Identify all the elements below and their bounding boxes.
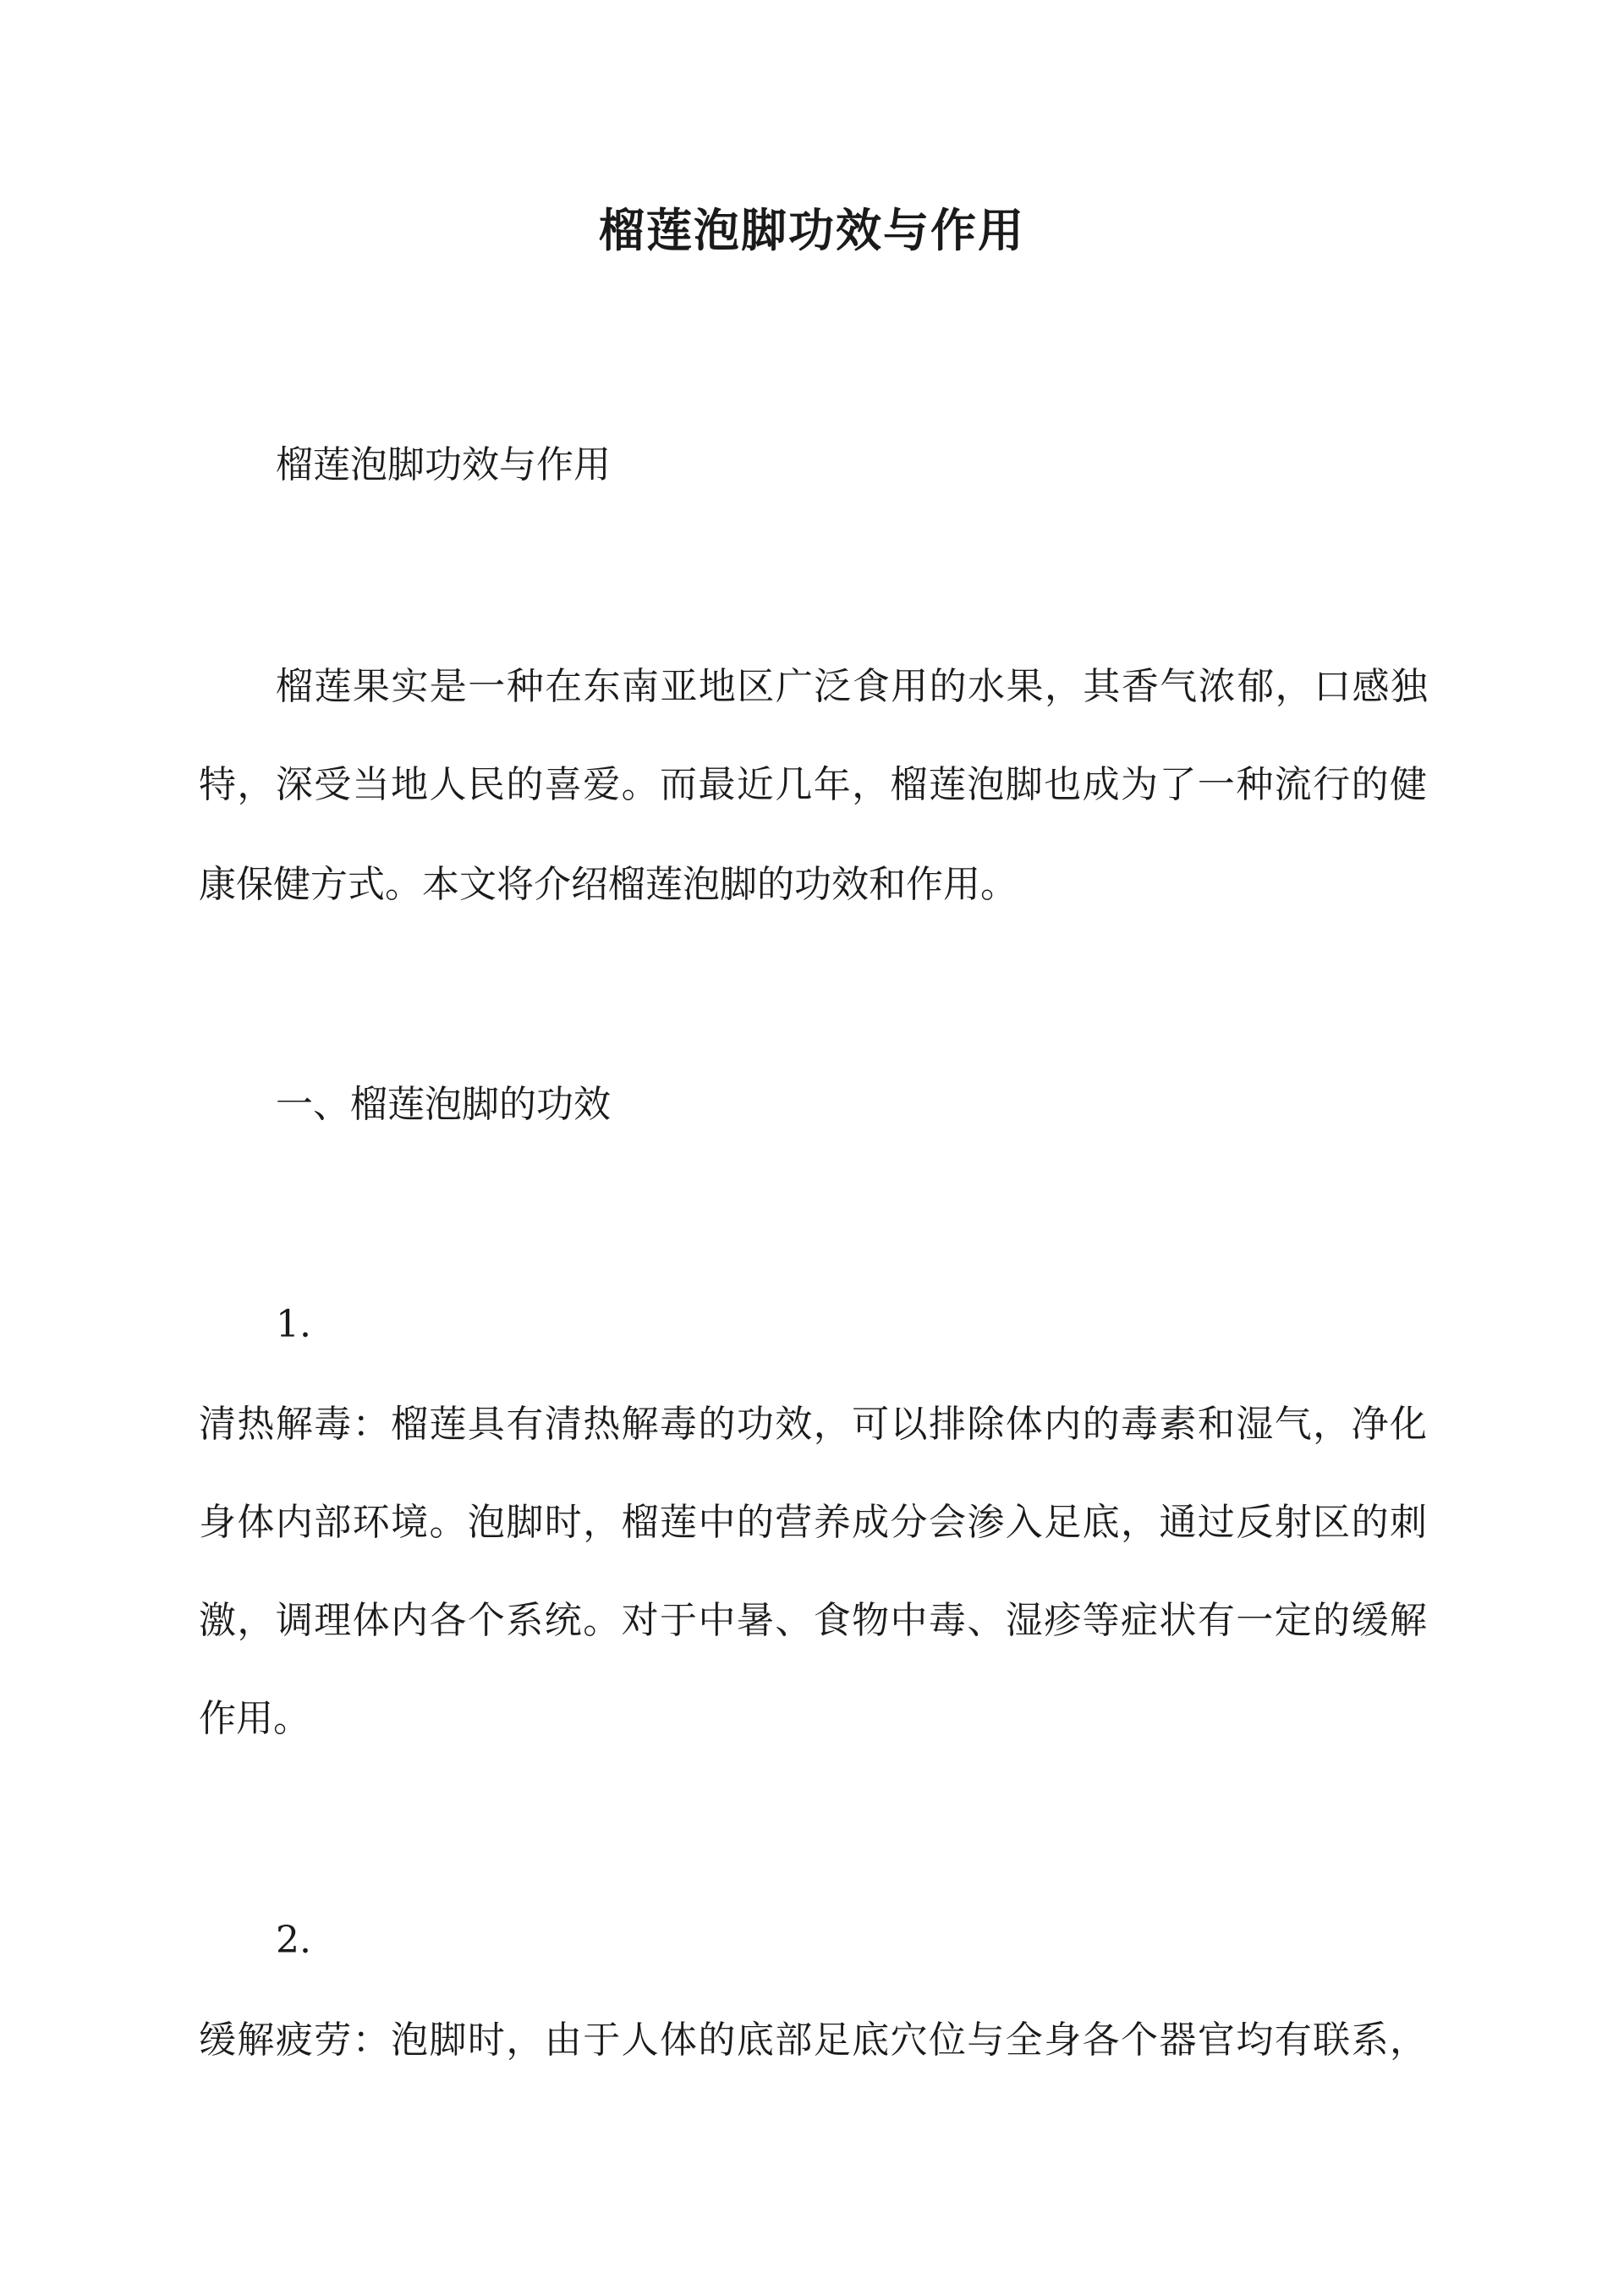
list-item-line: 缓解疲劳：泡脚时，由于人体的底部足底穴位与全身各个器官均有联系， xyxy=(199,2019,1427,2062)
document-title: 榴莲泡脚功效与作用 xyxy=(599,203,1025,257)
list-item-line: 作用。 xyxy=(199,1697,310,1740)
section-heading: 一、榴莲泡脚的功效 xyxy=(276,1083,611,1126)
intro-line: 特，深受当地人民的喜爱。而最近几年，榴莲泡脚也成为了一种流行的健 xyxy=(199,763,1427,806)
list-item-line: 清热解毒：榴莲具有清热解毒的功效，可以排除体内的毒素和湿气，净化 xyxy=(199,1403,1427,1446)
list-item-number: 2. xyxy=(276,1919,311,1962)
list-item-line: 激，调理体内各个系统。对于中暑、食物中毒、湿疹等症状有一定的缓解 xyxy=(199,1599,1427,1642)
intro-line: 康保健方式。本文将介绍榴莲泡脚的功效和作用。 xyxy=(199,863,1018,906)
list-item-number: 1. xyxy=(276,1303,311,1346)
list-item-line: 身体内部环境。泡脚时，榴莲中的营养成分会渗入足底，通过反射区的刺 xyxy=(199,1501,1427,1544)
document-subtitle: 榴莲泡脚功效与作用 xyxy=(276,443,611,486)
intro-line: 榴莲果实是一种在东南亚地区广泛食用的水果，其香气浓郁，口感独 xyxy=(276,665,1428,708)
